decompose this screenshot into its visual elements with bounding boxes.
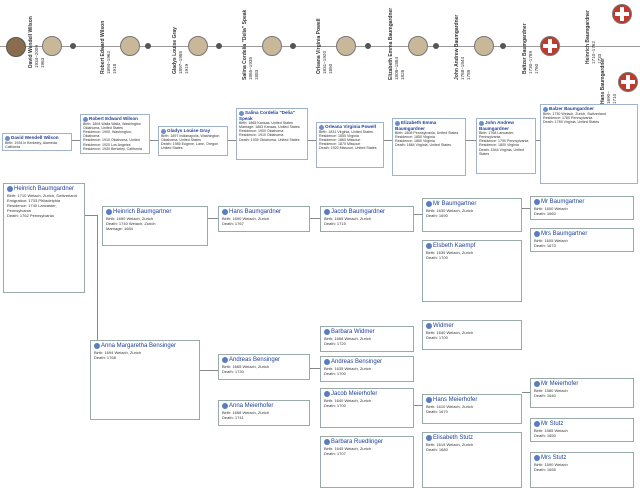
person-icon [94,343,100,349]
person-card[interactable]: David Wendell Wilson Birth: 1934 in Berkeley, Alameda, California [2,133,72,151]
person-card[interactable]: Anna Margaretha Bensinger Birth: 1694 Weiach, Zurich Death: 1768 [90,340,200,420]
person-card[interactable]: Mrs Stutz Birth: 1590 Weiach Death: 1655 [530,452,634,488]
person-card[interactable]: Heinrich Baumgartner Birth: 1690 Weiach, Zurich Death: 1740 Weiach, Zurich Marriage: 1684 [102,206,208,246]
connector [97,215,98,350]
timeline-dot [433,43,439,49]
person-icon [222,403,228,409]
person-icon [161,129,166,134]
connector [308,140,316,141]
person-card[interactable]: Hans Meierhofer Birth: 1610 Weiach, Zurich Death: 1670 [422,394,522,424]
timeline-dot [145,43,151,49]
person-card[interactable]: Mr Stutz Birth: 1585 Weiach Death: 1650 [530,418,634,442]
timeline-label: Baltzer Baumgardner 1730–1789 1760 [522,23,539,74]
person-icon [324,439,330,445]
person-card[interactable]: Anna Meierhofer Birth: 1668 Weiach, Zurich Death: 1741 [218,400,310,426]
connector [522,208,530,209]
connector [200,370,218,371]
person-card[interactable]: Mr Baumgartner Birth: 1600 Weiach Death: 1660 [530,196,634,220]
person-icon [106,209,112,215]
connector [310,218,320,219]
person-icon [534,421,540,427]
person-card[interactable]: Andreas Bensinger Birth: 1635 Weiach, Zurich Death: 1700 [320,356,414,382]
person-card[interactable]: Barbara Widmer Birth: 1668 Weiach, Zurich Death: 1720 [320,326,414,352]
connector [384,140,392,141]
connector [72,140,80,141]
person-card[interactable]: Elsbeth Kaempf Birth: 1635 Weiach, Zurich Death: 1700 [422,240,522,302]
connector [536,140,540,141]
person-icon [534,231,540,237]
timeline-label: Elizabeth Emma Baumgardner 1808–1884 1826 [388,7,405,80]
connector [414,405,422,406]
timeline-dot [290,43,296,49]
person-card[interactable]: Mr Baumgartner Birth: 1630 Weiach, Zurich Death: 1690 [422,198,522,232]
timeline-label: Salina Cordelia "Delia" Speak 1865–1935 1883 [242,9,259,80]
person-icon [426,435,432,441]
person-icon [324,359,330,365]
flag-icon[interactable] [618,72,638,92]
person-card[interactable]: Hans Baumgardner Birth: 1690 Weiach, Zurich Death: 1767 [218,206,310,232]
person-icon [324,329,330,335]
timeline-node[interactable] [474,36,494,56]
person-card[interactable]: Jacob Baumgardner Birth: 1665 Weiach, Zurich Death: 1715 [320,206,414,232]
person-icon [534,199,540,205]
timeline-node[interactable] [408,36,428,56]
person-icon [222,209,228,215]
person-icon [426,397,432,403]
person-icon [324,391,330,397]
connector [310,368,320,369]
person-card[interactable]: Elizabeth Emma Baumgardner Birth: 1808 Pennsylvania, United States Residence: 1850 Virginia Residence: 1860 Virginia Death: 1884 Virginia, United States [392,118,466,176]
person-card[interactable]: Elisabeth Stutz Birth: 1615 Weiach, Zurich Death: 1680 [422,432,522,488]
timeline-node[interactable] [120,36,140,56]
person-card[interactable]: Mrs Baumgartner Birth: 1605 Weiach Death: 1670 [530,228,634,252]
person-card[interactable]: Jacob Meierhofer Birth: 1640 Weiach, Zurich Death: 1700 [320,388,414,428]
portrait-avatar[interactable] [6,37,26,57]
timeline-label: Robert Edward Wilson 1894–1962 1918 [100,20,117,74]
flag-icon[interactable] [540,36,560,56]
timeline-label: Heinrich Baumgardner 1710–1762 1733 [585,10,602,64]
person-card[interactable]: Salina Cordelia "Delia" Speak Birth: 1865 Kansas, United States Marriage: 1883 Kansas, United States Residence: 1900 Oklahoma Residence: 1910 Oklahoma Death: 1935 Oklahoma, United States [236,108,308,160]
person-icon [534,381,540,387]
person-card[interactable]: Mr Meierhofer Birth: 1580 Weiach Death: 1640 [530,378,634,408]
person-card[interactable]: Gladys Louise Gray Birth: 1897 Indianapolis, Washington Oklahoma, United States Death: 1985 Eugene, Lane, Oregon United States [158,126,228,156]
timeline-node[interactable] [336,36,356,56]
person-card[interactable]: Balzer Baumgardner Birth: 1730 Weiach, Zurich, Switzerland Residence: 1760 Pennsylvania Death: 1789 Virginia, United States [540,104,638,184]
timeline-label: Gladys Louise Gray 1897–1985 1919 [172,27,189,74]
timeline-node[interactable] [42,36,62,56]
person-icon [83,117,88,122]
person-card-root[interactable]: Heinrich Baumgardner Birth: 1710 Weiach, Zurich, Switzerland Emigration: 1733 Philadelphia Residence: 1740 Lancaster, Pennsylvania Death: 1762 Pennsylvania [3,183,85,293]
timeline-dot [365,43,371,49]
person-card[interactable]: Robert Edward Wilson Birth: 1894 Walla Walla, Washington Oklahoma, United States Residence: 1900, Washington, Oklahoma Residence: 1910 Oklahoma, United Residence: 1920 Los Angeles Residence: 1930 Berkeley, California [80,114,150,154]
timeline-dot [500,43,506,49]
connector [85,215,97,216]
timeline-node[interactable] [262,36,282,56]
person-icon [426,201,432,207]
connector [228,140,236,141]
person-icon [222,357,228,363]
person-icon [543,107,548,112]
connector [522,392,530,393]
timeline-label: Hans Baumgardner 1690– 1710 [600,57,617,104]
person-icon [7,186,13,192]
timeline-label: David Wendell Wilson 1934–2009 1963 [28,16,45,68]
person-icon [426,243,432,249]
timeline-node[interactable] [188,36,208,56]
timeline-label: John Andrew Baumgardner 1768–1844 1789 [454,14,471,80]
person-card[interactable]: Barbara Ruedlinger Birth: 1645 Weiach, Zurich Death: 1707 [320,436,414,488]
connector [208,218,218,219]
person-icon [5,136,10,141]
timeline-label: Orleana Virginia Powell 1831–1920 1850 [316,18,333,74]
timeline-dot [70,43,76,49]
person-card[interactable]: John Andrew Baumgardner Birth: 1768 Lancaster, Pennsylvania Residence: 1790 Pennsylvania Residence: 1800 Virginia Death: 1844 Virginia, United States [476,118,536,174]
person-icon [426,323,432,329]
person-icon [319,125,324,130]
person-card[interactable]: Andreas Bensinger Birth: 1665 Weiach, Zurich Death: 1730 [218,354,310,380]
connector [150,140,158,141]
connector [414,214,422,215]
person-card[interactable]: Widmer Birth: 1640 Weiach, Zurich Death: 1700 [422,320,522,350]
person-card[interactable]: Orleana Virginia Powell Birth: 1831 Virginia, United States Residence: 1850 Virginia Residence: 1860 Missouri Residence: 1870 Missouri Death: 1920 Missouri, United States [316,122,384,168]
connector [466,140,476,141]
person-icon [324,209,330,215]
flag-icon[interactable] [612,4,632,24]
timeline-dot [216,43,222,49]
person-icon [534,455,540,461]
